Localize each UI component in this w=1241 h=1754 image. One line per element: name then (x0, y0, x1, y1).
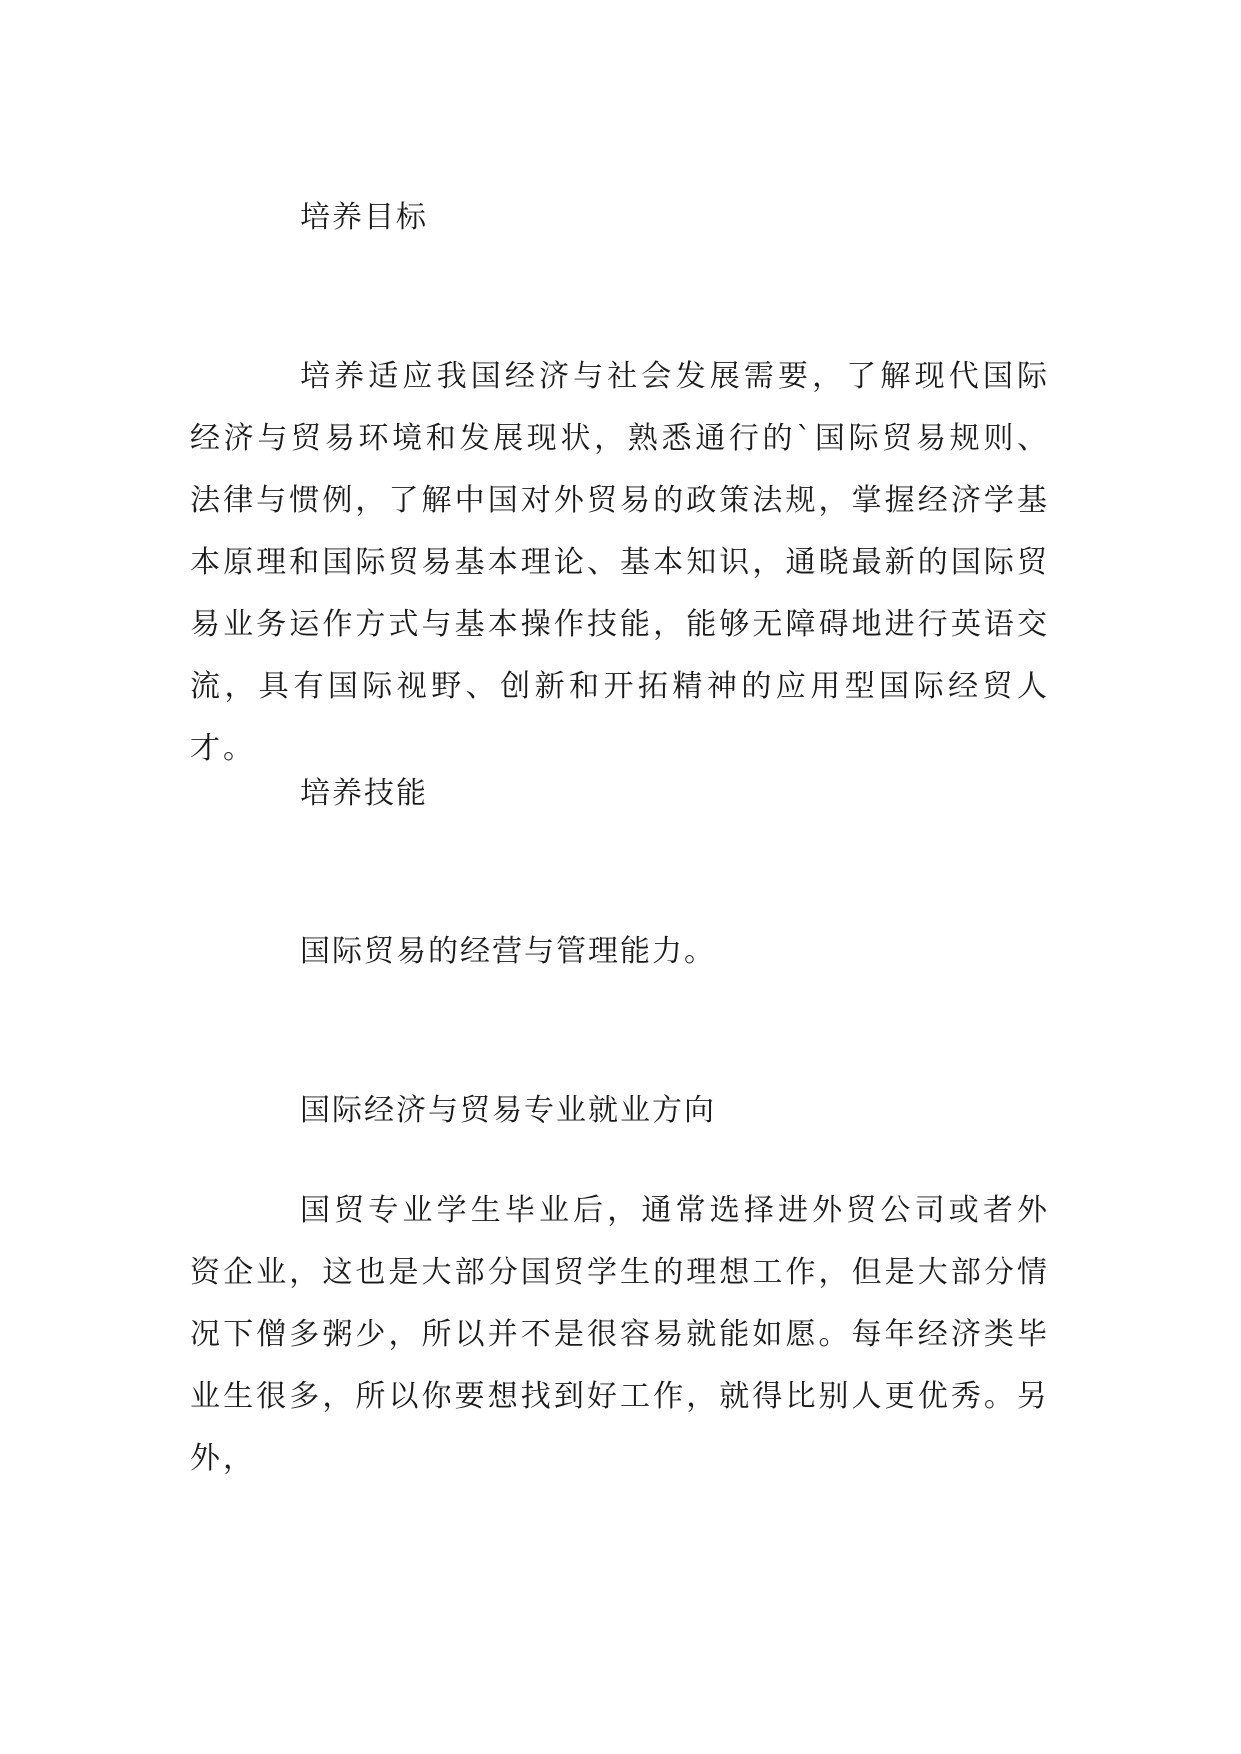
goal-heading: 培养目标 (300, 200, 428, 235)
employment-heading: 国际经济与贸易专业就业方向 (300, 1093, 716, 1128)
skills-line: 国际贸易的经营与管理能力。 (300, 934, 716, 969)
employment-paragraph: 国贸专业学生毕业后，通常选择进外贸公司或者外资企业，这也是大部分国贸学生的理想工作，但是大部分情况下僧多粥少，所以并不是很容易就能如愿。每年经济类毕业生很多，所以你要想找到好工作，就得比别人更优秀。另外， (190, 1193, 1050, 1476)
skills-heading: 培养技能 (300, 776, 428, 811)
goal-paragraph: 培养适应我国经济与社会发展需要，了解现代国际经济与贸易环境和发展现状，熟悉通行的`国际贸易规则、法律与惯例，了解中国对外贸易的政策法规，掌握经济学基本原理和国际贸易基本理论、基本知识，通晓最新的国际贸易业务运作方式与基本操作技能，能够无障碍地进行英语交流，具有国际视野、创新和开拓精神的应用型国际经贸人才。 (190, 359, 1050, 766)
